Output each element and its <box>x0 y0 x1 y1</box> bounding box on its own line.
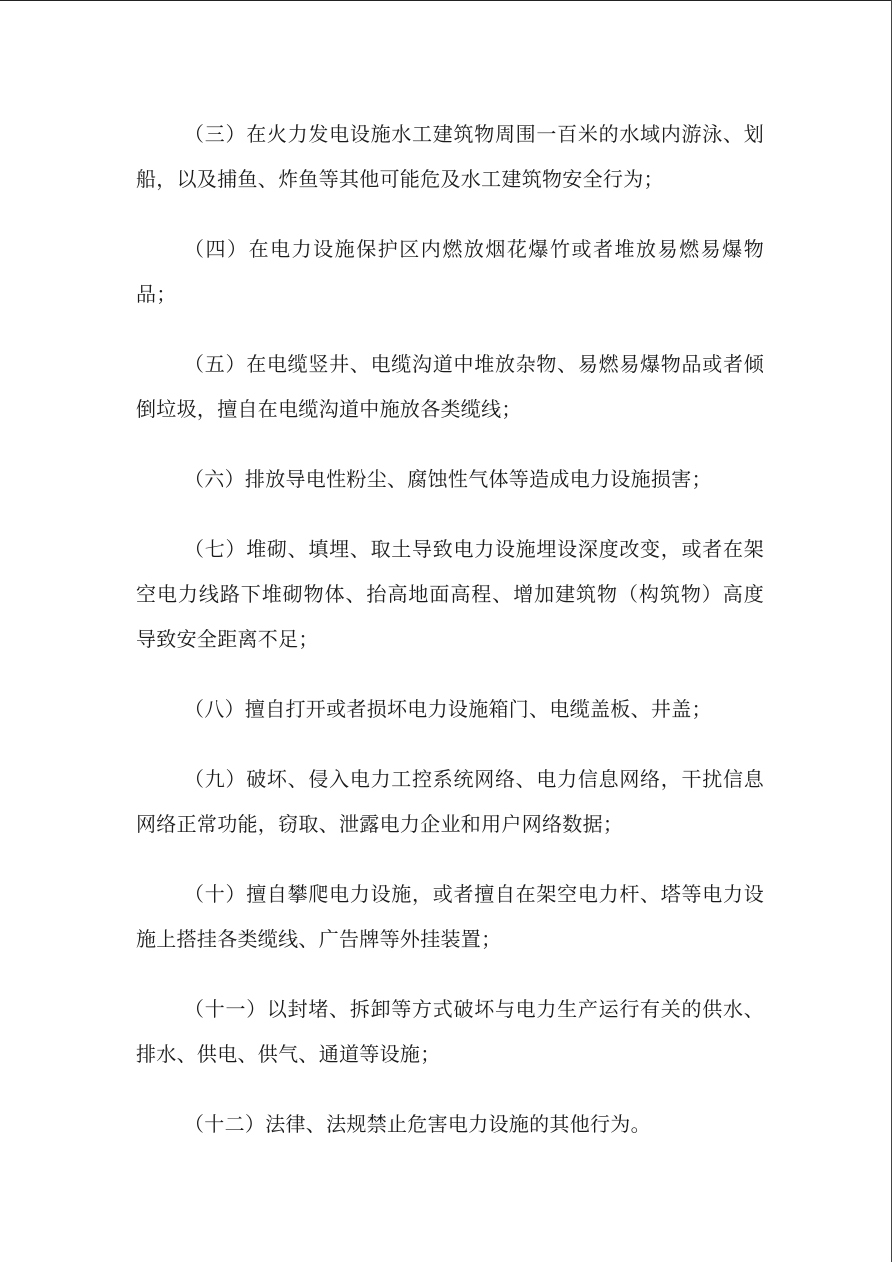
paragraph-item-4: （四）在电力设施保护区内燃放烟花爆竹或者堆放易燃易爆物品； <box>136 237 764 306</box>
page-top-edge <box>0 0 892 1</box>
paragraph-item-12: （十二）法律、法规禁止危害电力设施的其他行为。 <box>184 1112 651 1136</box>
paragraph-item-6: （六）排放导电性粉尘、腐蚀性气体等造成电力设施损害； <box>184 467 712 491</box>
paragraph-item-3: （三）在火力发电设施水工建筑物周围一百米的水域内游泳、划船，以及捕鱼、炸鱼等其他可能危及水工建筑物安全行为； <box>136 122 764 191</box>
paragraph-item-7: （七）堆砌、填埋、取土导致电力设施埋设深度改变，或者在架空电力线路下堆砌物体、抬高地面高程、增加建筑物（构筑物）高度导致安全距离不足； <box>136 537 764 651</box>
paragraph-item-8: （八）擅自打开或者损坏电力设施箱门、电缆盖板、井盖； <box>184 697 712 721</box>
document-body <box>136 112 764 1172</box>
paragraph-item-9: （九）破坏、侵入电力工控系统网络、电力信息网络，干扰信息网络正常功能，窃取、泄露电力企业和用户网络数据； <box>136 767 764 836</box>
paragraph-item-10: （十）擅自攀爬电力设施，或者擅自在架空电力杆、塔等电力设施上搭挂各类缆线、广告牌等外挂装置； <box>136 882 764 951</box>
paragraph-item-11: （十一）以封堵、拆卸等方式破坏与电力生产运行有关的供水、排水、供电、供气、通道等设施； <box>136 997 764 1066</box>
paragraph-item-5: （五）在电缆竖井、电缆沟道中堆放杂物、易燃易爆物品或者倾倒垃圾，擅自在电缆沟道中施放各类缆线； <box>136 352 764 421</box>
